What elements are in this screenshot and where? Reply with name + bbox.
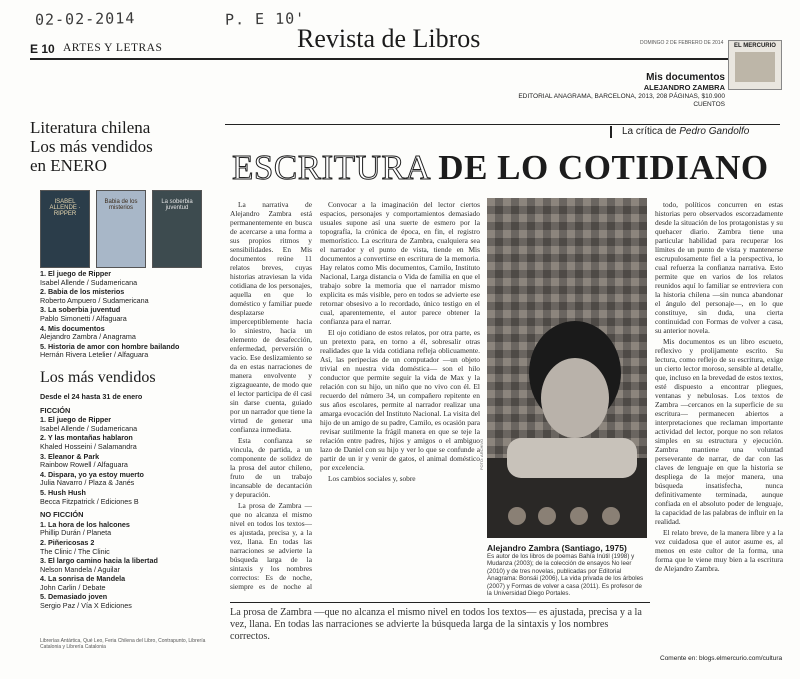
list-item-author: Nelson Mandela / Aguilar — [40, 564, 120, 574]
book-author: ALEJANDRO ZAMBRA — [643, 83, 725, 92]
list-item-title: 3. La soberbia juventud — [40, 305, 121, 315]
author-portrait — [487, 198, 647, 538]
paragraph: El ojo cotidiano de estos relatos, por otra parte, es un pretexto para, en torno a él, sobresalir otras realidades que la vida cotidiana refleja oblicuamente. Así, las peripecias de un computador —un objeto trivial en nuestra vida doméstica— son el hilo conductor que permite seguir la vida de Max y la relación con su hijo, un niño que no vivo con él. El recuerdo del número 34, un compañero repitente en sus años escolares, permite al narrador realizar una amarga evocación del Instituto Nacional. La visita del hijo de un amigo de su padre, Camilo, es ocasión para revisar sutilmente la frágil manera en que se teje la relación entre padres, hijos y amigos o el ambiguo lazo de Daniel con su hijo y ver lo que se confunde a partir de un ir y venir de gatos, el animal doméstico por excelencia. — [320, 328, 480, 472]
list-item-title: 3. El largo camino hacia la libertad — [40, 556, 158, 566]
list-item-author: The Clinic / The Clinic — [40, 546, 110, 556]
page-title: Revista de Libros — [297, 24, 481, 53]
list-item — [40, 343, 220, 360]
list-item-title: 4. Mis documentos — [40, 323, 105, 333]
paragraph: Convocar a la imaginación del lector ciertos espacios, personajes y comportamientos demasiado usuales supone así una suerte de esmero por la topografía, la crónica de época, en fin, el registro memorístico. La escritura de Zambra, cualquiera sea el narrador y el punto de vista, tiende en Mis documentos a convertirse en escritura de la memoria. Hay relatos como Mis documentos, Camilo, Instituto Nacional, Larga distancia o Vida de familia en que el trabajo sobre la memoria que el narrador mismo explicita es más visible, pero en todos se advierte ese retornar obsesivo a lo recordado, único testigo en el cual, aparentemente, el autor parece obtener la confianza para el narrar. — [320, 200, 480, 326]
sidebar — [30, 118, 216, 175]
footer-comment: Comente en: blogs.elmercurio.com/cultura — [660, 655, 783, 662]
critic-line — [622, 126, 749, 137]
body-column-3 — [655, 200, 783, 630]
masthead-image — [735, 52, 775, 82]
critic-name: Pedro Gandolfo — [679, 126, 750, 137]
bestsellers-list — [40, 393, 220, 612]
caption-body: Es autor de los libros de poemas Bahía Inútil (1998) y Mudanza (2003); de la colección de ensayos No leer (2010) y de tres novelas, publicadas por Editorial Anagrama: Bonsái (2006), La vida privada de los árboles (2007) y Formas de volver a casa (2011). Es profesor de la Universidad Diego Portales. — [487, 553, 644, 598]
list-item — [40, 539, 220, 556]
book-cover-3 — [152, 190, 202, 268]
list-item-author: Hernán Rivera Letelier / Alfaguara — [40, 350, 149, 360]
list-item-title: 5. Hush Hush — [40, 487, 86, 497]
list-item-author: Julia Navarro / Plaza & Janés — [40, 478, 135, 488]
fiction-label: FICCIÓN — [40, 405, 71, 415]
list-item — [40, 270, 220, 287]
handwritten-date: 02-02-2014 — [34, 9, 136, 29]
paragraph: todo, políticos concurren en estas historias pero observados escorzadamente desde la situación de los protagonistas y su quehacer diario. Zambra tiene una particular habilidad para recuperar los límites de un punto de vista y mantenerse escrupulosamente fiel a la perspectiva, lo cual refuerza la confianza narrativa. Esto permite que en varios de los relatos reunidos aquí lo familiar se entreviera con la historia chilena —sin nunca abandonar el ángulo del personaje—, en lo que constituye, sin duda, una cierta continuidad con Formas de volver a casa, su anterior novela. — [655, 200, 783, 335]
list-item-author: Phillip Durán / Planeta — [40, 528, 112, 538]
book-cover-3-label: La soberbia juventud — [161, 199, 193, 211]
photo-caption — [487, 543, 647, 597]
paragraph: Esta confianza se vincula, de partida, a un componente de solidez de la prosa del autor chileno, fruto de un trabajo incansable de decantación y depuración. — [230, 436, 312, 499]
list-item — [40, 416, 220, 433]
list-item-title: 2. Y las montañas hablaron — [40, 433, 133, 443]
sidebar-heading-1: Literatura chilena — [30, 118, 151, 137]
photo-credit: FOTO: ARCHIVO — [479, 438, 484, 470]
headline-part1: ESCRITURA — [232, 148, 430, 187]
section-name: ARTES Y LETRAS — [63, 42, 163, 54]
book-cover-2 — [96, 190, 146, 268]
list-item — [40, 593, 220, 610]
list-item-title: 4. Dispara, yo ya estoy muerto — [40, 469, 144, 479]
list-item-author: Rainbow Rowell / Alfaguara — [40, 460, 128, 470]
list-item-author: Isabel Allende / Sudamericana — [40, 277, 138, 287]
author-photo — [487, 198, 647, 538]
list-item-title: 1. El juego de Ripper — [40, 415, 112, 425]
list-item — [40, 306, 220, 323]
book-genre: CUENTOS — [693, 101, 725, 108]
list-item-author: Roberto Ampuero / Sudamericana — [40, 295, 149, 305]
headline-part2: DE LO COTIDIANO — [438, 148, 769, 187]
chilean-list — [40, 270, 220, 361]
page-code: E 10 — [30, 42, 55, 56]
paragraph: Mis documentos es un libro escueto, reflexivo y prolijamente escrito. Su lectura, como reflejo de su escritura, exige un cierto lector moroso, sensible al detalle, que, incluso en la brevedad de estos textos, esté dispuesto a encontrar pliegues, ventanas y nebulosas. Los textos de Zambra —cercanos en la superficie de su escritura— permanecen abiertos a interpretaciones que reclaman importante actividad del lector, porque no son relatos simples en su estructura y ejecución. Zambra mantiene una voluntad perseverante de narrar, de dar con las claves de lenguaje en que la historia se despliega de la mejor manera, una búsqueda insatisfecha, nunca definitivamente terminada, aunque confiada en el absoluto poder de lenguaje, la capacidad de las palabras de influir en la realidad. — [655, 337, 783, 526]
caption-title: Alejandro Zambra (Santiago, 1975) — [487, 543, 627, 553]
list-item-author: John Carlin / Debate — [40, 582, 106, 592]
body-column-2 — [320, 200, 480, 592]
nonfiction-label: NO FICCIÓN — [40, 510, 84, 520]
book-info — [470, 72, 725, 108]
book-cover-1-label: ISABEL ALLENDE · RIPPER — [49, 199, 81, 217]
header-rule — [30, 58, 730, 60]
list-item-author: Pablo Simonetti / Alfaguara — [40, 313, 127, 323]
list-item-author: Isabel Allende / Sudamericana — [40, 423, 138, 433]
list-item-title: 5. Demasiado joven — [40, 592, 108, 602]
pull-quote: La prosa de Zambra —que no alcanza el mismo nivel en todos los textos— es ajustada, precisa y a la vez, llana. En todas las narraciones se advierte la búsqueda larga de la sintaxis y los nombres correctos. — [230, 607, 642, 642]
list-item-title: 2. Piñericosas 2 — [40, 537, 95, 547]
book-cover-2-label: Babia de los misterios — [104, 199, 138, 211]
list-item — [40, 575, 220, 592]
source-note: Librerías Antártica, Qué Leo, Feria Chilena del Libro, Contrapunto, Librería Catalonia y Librería Catalonia — [40, 638, 206, 650]
headline — [232, 148, 769, 188]
body-column-1 — [230, 200, 312, 592]
sidebar-heading-2: Los más vendidos — [30, 137, 153, 156]
list-item-title: 4. La sonrisa de Mandela — [40, 574, 126, 584]
date-range: Desde el 24 hasta 31 de enero — [40, 392, 143, 401]
list-item — [40, 557, 220, 574]
list-item — [40, 489, 220, 506]
list-item-title: 5. Historia de amor con hombre bailando — [40, 341, 180, 351]
list-item-title: 3. Eleanor & Park — [40, 451, 100, 461]
masthead-thumbnail — [728, 40, 782, 90]
pull-quote-rule — [230, 602, 650, 603]
list-item — [40, 288, 220, 305]
list-item — [40, 471, 220, 488]
paragraph: El relato breve, de la manera libre y a la vez cuidadosa que el autor asume es, al menos en este cultor de la forma, una forma que le viene muy bien a la escritura de Alejandro Zambra. — [655, 528, 783, 573]
sidebar-heading-3: en ENERO — [30, 156, 107, 175]
bestsellers-heading: Los más vendidos — [40, 369, 156, 386]
paragraph: La narrativa de Alejandro Zambra está permanentemente en busca de acercarse a una forma a sus propios ritmos y sensibilidades. En Mis documentos reúne 11 relatos breves, cuyas historias atraviesan la vida cotidiana de los personajes, aquella en que lo doméstico y familiar puede desplazarse imperceptiblemente hacia lo siniestro, hacia un elemento de desafección, enfermedad, perversión o vacío. Ese deslizamiento se da en estas narraciones de manera envolvente y zigzagueante, de modo que el lector participa de él casi sin darse cuenta, guiado por un narrador que tiene la virtud de generar una confianza inmediata. — [230, 200, 312, 434]
list-item-author: Sergio Paz / Vía X Ediciones — [40, 601, 132, 611]
handwritten-page: P. E 10' — [224, 9, 306, 29]
critic-prefix: La crítica de — [622, 126, 677, 137]
paragraph: La prosa de Zambra —que no alcanza el mismo nivel en todos los textos— es ajustada, precisa y, a la vez, llana. En todas las narraciones se advierte la búsqueda larga de la sintaxis y los nombres correctos: Es de noche, siempre es de noche al — [230, 501, 312, 591]
book-cover-1 — [40, 190, 90, 268]
list-item — [40, 325, 220, 342]
critic-rule — [225, 124, 780, 125]
list-item-title: 1. El juego de Ripper — [40, 269, 112, 278]
list-item-title: 2. Babia de los misterios — [40, 287, 125, 297]
list-item — [40, 453, 220, 470]
list-item-title: 1. La hora de los halcones — [40, 519, 130, 529]
list-item-author: Alejandro Zambra / Anagrama — [40, 332, 136, 342]
paragraph: Los cambios sociales y, sobre — [328, 474, 416, 483]
list-item-author: Becca Fitzpatrick / Ediciones B — [40, 496, 139, 506]
critic-divider — [610, 126, 612, 138]
date-line: DOMINGO 2 DE FEBRERO DE 2014 — [640, 40, 724, 46]
book-publisher: EDITORIAL ANAGRAMA, BARCELONA, 2013, 208 PÁGINAS, $10.900 — [518, 93, 725, 100]
list-item — [40, 521, 220, 538]
masthead-name: EL MERCURIO — [734, 43, 776, 49]
book-title: Mis documentos — [646, 72, 725, 83]
list-item — [40, 434, 220, 451]
list-item-author: Khaled Hosseini / Salamandra — [40, 441, 137, 451]
